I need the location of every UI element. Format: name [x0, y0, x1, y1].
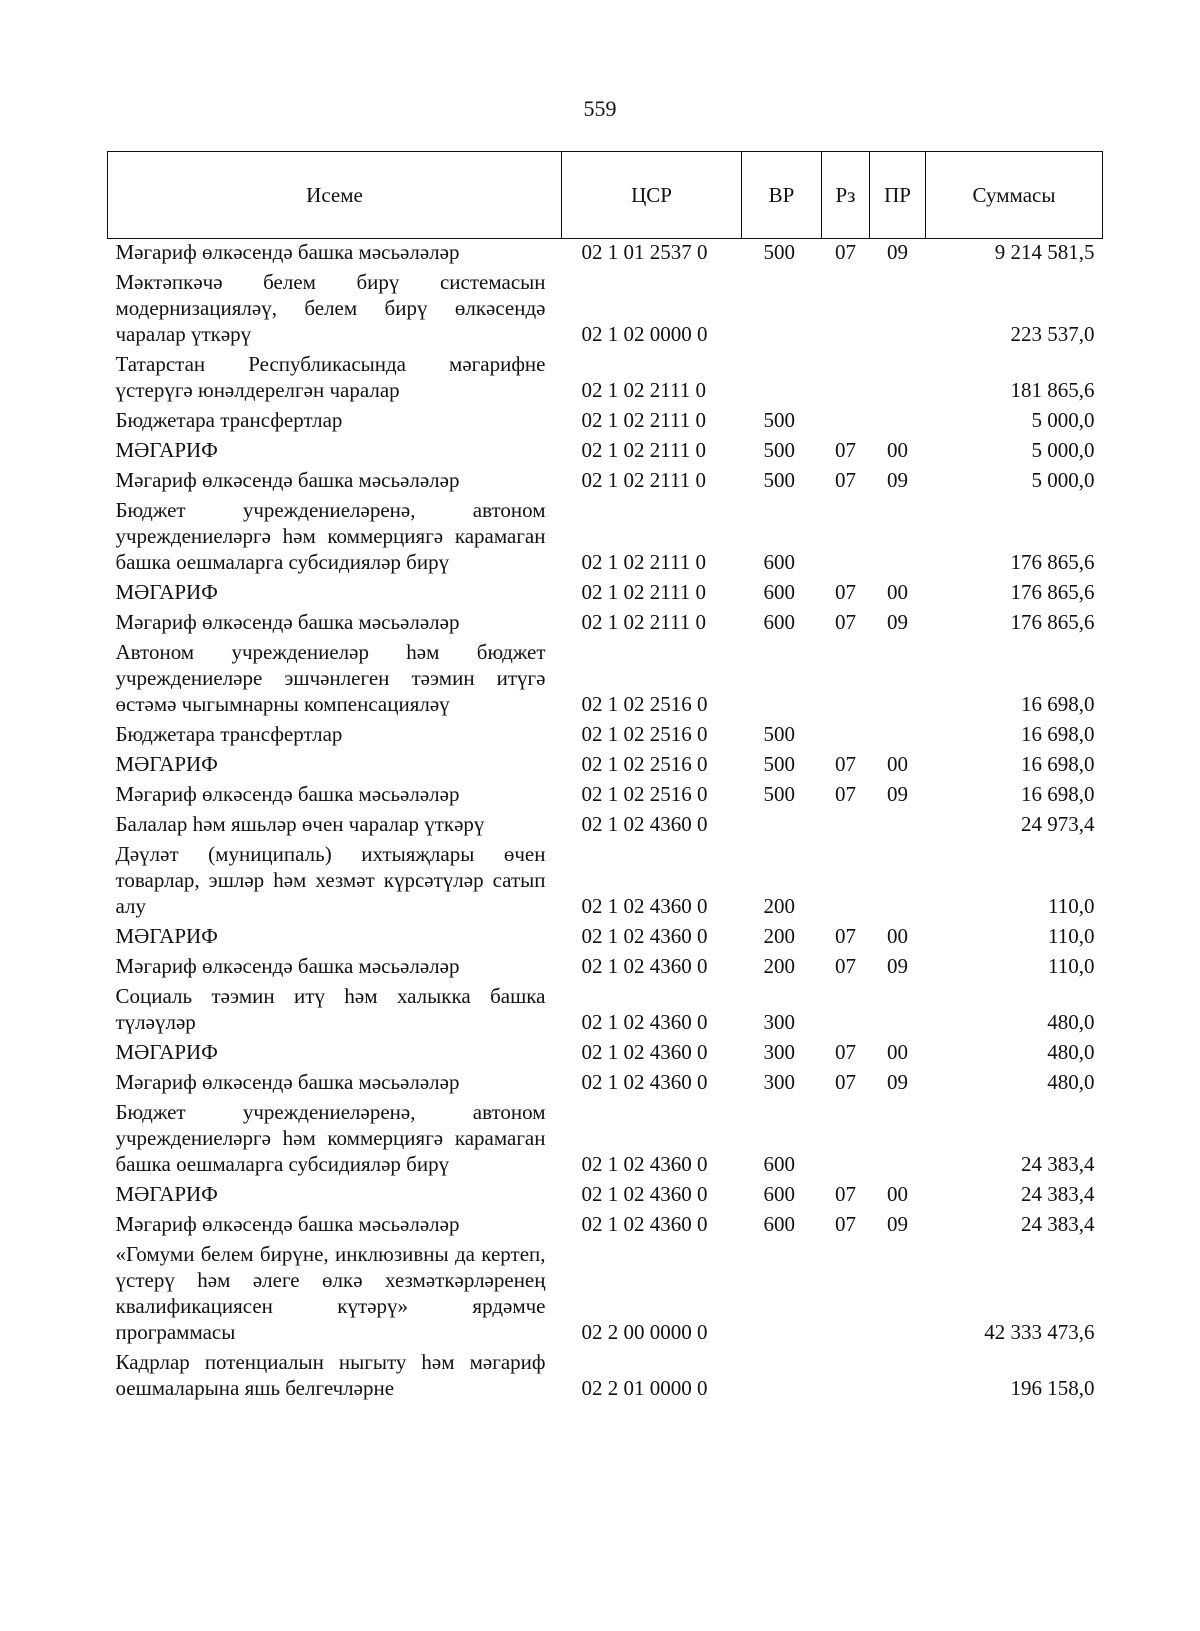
table-row	[108, 1069, 1103, 1099]
row-rz-code	[822, 407, 870, 437]
table-row	[108, 953, 1103, 983]
row-rz-code: 07	[835, 1182, 856, 1206]
row-pr-code: 09	[887, 954, 908, 978]
row-csr-code: 02 1 02 4360 0	[581, 1152, 708, 1176]
row-csr-code: 02 1 02 4360 0	[581, 1010, 708, 1034]
row-amount: 480,0	[1047, 1010, 1095, 1034]
row-amount: 181 865,6	[1010, 378, 1095, 402]
table-row	[108, 1349, 1103, 1405]
table-row	[108, 1039, 1103, 1069]
row-rz-code: 07	[835, 580, 856, 604]
row-pr-code: 09	[887, 782, 908, 806]
row-vr-code: 500	[763, 408, 795, 432]
row-csr-code: 02 1 02 0000 0	[581, 322, 708, 346]
row-csr-code: 02 1 02 4360 0	[581, 812, 708, 836]
row-vr-code: 600	[763, 1212, 795, 1236]
row-rz-code	[822, 351, 870, 407]
row-pr-code	[870, 497, 926, 579]
row-pr-code	[870, 811, 926, 841]
row-vr-code	[742, 1349, 822, 1405]
table-row	[108, 811, 1103, 841]
row-csr-code: 02 2 00 0000 0	[581, 1320, 708, 1344]
table-body	[108, 239, 1103, 1406]
row-pr-code	[870, 407, 926, 437]
row-name: Кадрлар потенциалын ныгыту һәм мәгариф оешмаларына яшь белгечләрне	[115, 1350, 546, 1400]
row-rz-code	[822, 721, 870, 751]
row-amount: 5 000,0	[1031, 468, 1095, 492]
row-csr-code: 02 1 02 2516 0	[581, 752, 708, 776]
row-name: Социаль тәэмин итү һәм халыкка башка түләүләр	[115, 984, 546, 1034]
table-row	[108, 751, 1103, 781]
row-csr-code: 02 1 02 4360 0	[581, 954, 708, 978]
table-row	[108, 269, 1103, 351]
table-row	[108, 437, 1103, 467]
row-vr-code: 200	[763, 954, 795, 978]
table-row	[108, 407, 1103, 437]
header-rz: Рз	[822, 152, 870, 239]
row-csr-code: 02 1 02 2111 0	[581, 438, 706, 462]
page-number: 559	[583, 96, 617, 121]
row-amount: 24 383,4	[1021, 1182, 1095, 1206]
row-rz-code: 07	[835, 1070, 856, 1094]
row-csr-code: 02 1 02 2111 0	[581, 580, 706, 604]
row-rz-code	[822, 639, 870, 721]
row-csr-code: 02 1 02 4360 0	[581, 924, 708, 948]
row-vr-code: 600	[763, 580, 795, 604]
row-name: МӘГАРИФ	[115, 1182, 218, 1206]
row-csr-code: 02 1 02 2111 0	[581, 468, 706, 492]
row-amount: 42 333 473,6	[984, 1320, 1095, 1344]
header-name: Исеме	[108, 152, 562, 239]
row-vr-code: 500	[763, 438, 795, 462]
row-name: Мәгариф өлкәсендә башка мәсьәләләр	[115, 1070, 460, 1094]
row-amount: 110,0	[1048, 954, 1095, 978]
row-pr-code	[870, 983, 926, 1039]
row-csr-code: 02 1 02 2111 0	[581, 378, 706, 402]
row-name: МӘГАРИФ	[115, 924, 218, 948]
row-vr-code: 300	[763, 1010, 795, 1034]
row-vr-code: 600	[763, 1152, 795, 1176]
row-vr-code	[742, 269, 822, 351]
row-vr-code: 600	[763, 1182, 795, 1206]
row-csr-code: 02 1 02 2111 0	[581, 550, 706, 574]
row-vr-code: 600	[763, 610, 795, 634]
header-sum: Суммасы	[926, 152, 1103, 239]
table-row	[108, 721, 1103, 751]
row-pr-code	[870, 721, 926, 751]
row-vr-code	[742, 351, 822, 407]
row-csr-code: 02 1 02 2516 0	[581, 722, 708, 746]
row-amount: 16 698,0	[1021, 752, 1095, 776]
row-rz-code: 07	[835, 468, 856, 492]
row-rz-code: 07	[835, 954, 856, 978]
table-row	[108, 781, 1103, 811]
row-rz-code: 07	[835, 752, 856, 776]
table-row	[108, 639, 1103, 721]
table-row	[108, 579, 1103, 609]
row-name: Балалар һәм яшьләр өчен чаралар үткәрү	[115, 812, 485, 836]
row-vr-code: 500	[763, 722, 795, 746]
row-vr-code: 500	[763, 240, 795, 264]
row-rz-code: 07	[835, 1040, 856, 1064]
row-pr-code: 09	[887, 1212, 908, 1236]
row-amount: 16 698,0	[1021, 782, 1095, 806]
table-row	[108, 841, 1103, 923]
row-csr-code: 02 1 02 4360 0	[581, 1040, 708, 1064]
row-rz-code: 07	[835, 924, 856, 948]
row-pr-code: 00	[887, 580, 908, 604]
row-name: МӘГАРИФ	[115, 1040, 218, 1064]
row-name: Бюджет учреждениеләренә, автоном учреждениеләргә һәм коммерциягә карамаган башка оешмаларга субсидияләр бирү	[115, 1100, 546, 1176]
row-amount: 24 973,4	[1021, 812, 1095, 836]
row-pr-code: 00	[887, 1040, 908, 1064]
row-amount: 5 000,0	[1031, 408, 1095, 432]
row-name: Татарстан Республикасында мәгарифне үстерүгә юнәлдерелгән чаралар	[115, 352, 546, 402]
row-amount: 24 383,4	[1021, 1152, 1095, 1176]
row-amount: 223 537,0	[1010, 322, 1095, 346]
row-vr-code: 300	[763, 1040, 795, 1064]
row-pr-code	[870, 841, 926, 923]
row-rz-code: 07	[835, 438, 856, 462]
table-row	[108, 609, 1103, 639]
row-rz-code: 07	[835, 240, 856, 264]
row-amount: 16 698,0	[1021, 722, 1095, 746]
row-rz-code: 07	[835, 1212, 856, 1236]
row-pr-code	[870, 1099, 926, 1181]
row-name: Мәктәпкәчә белем бирү системасын модернизацияләү, белем бирү өлкәсендә чаралар үткәрү	[115, 270, 546, 346]
row-name: «Гомуми белем бирүне, инклюзивны да кертеп, үстерү һәм әлеге өлкә хезмәткәрләренең квалификациясен күтәрү» ярдәмче программасы	[115, 1242, 546, 1344]
row-name: Мәгариф өлкәсендә башка мәсьәләләр	[115, 954, 460, 978]
row-pr-code: 00	[887, 1182, 908, 1206]
table-row	[108, 1099, 1103, 1181]
row-csr-code: 02 1 02 4360 0	[581, 894, 708, 918]
row-vr-code: 300	[763, 1070, 795, 1094]
row-rz-code	[822, 1241, 870, 1349]
row-csr-code: 02 2 01 0000 0	[581, 1376, 708, 1400]
row-amount: 16 698,0	[1021, 692, 1095, 716]
row-csr-code: 02 1 02 2516 0	[581, 692, 708, 716]
row-amount: 176 865,6	[1010, 610, 1095, 634]
table-row	[108, 1241, 1103, 1349]
row-csr-code: 02 1 02 4360 0	[581, 1070, 708, 1094]
row-pr-code	[870, 1241, 926, 1349]
row-csr-code: 02 1 02 2111 0	[581, 610, 706, 634]
row-rz-code	[822, 841, 870, 923]
table-row	[108, 983, 1103, 1039]
row-rz-code	[822, 497, 870, 579]
row-vr-code: 500	[763, 468, 795, 492]
row-name: МӘГАРИФ	[115, 580, 218, 604]
row-vr-code: 600	[763, 550, 795, 574]
row-amount: 5 000,0	[1031, 438, 1095, 462]
row-pr-code	[870, 639, 926, 721]
row-vr-code: 200	[763, 894, 795, 918]
table-row	[108, 497, 1103, 579]
table-row	[108, 239, 1103, 270]
row-pr-code	[870, 1349, 926, 1405]
budget-table-container	[107, 151, 1102, 1405]
row-rz-code	[822, 1349, 870, 1405]
row-amount: 176 865,6	[1010, 580, 1095, 604]
row-vr-code	[742, 811, 822, 841]
table-row	[108, 467, 1103, 497]
row-rz-code: 07	[835, 610, 856, 634]
row-name: Автоном учреждениеләр һәм бюджет учреждениеләре эшчәнлеген тәэмин итүгә өстәмә чыгымнарны компенсацияләү	[115, 640, 546, 716]
row-csr-code: 02 1 02 4360 0	[581, 1212, 708, 1236]
row-pr-code: 00	[887, 924, 908, 948]
row-csr-code: 02 1 02 2516 0	[581, 782, 708, 806]
table-row	[108, 923, 1103, 953]
row-pr-code: 00	[887, 752, 908, 776]
row-pr-code: 09	[887, 610, 908, 634]
row-name: Бюджетара трансфертлар	[115, 722, 343, 746]
row-rz-code: 07	[835, 782, 856, 806]
row-csr-code: 02 1 02 4360 0	[581, 1182, 708, 1206]
row-amount: 24 383,4	[1021, 1212, 1095, 1236]
row-pr-code: 09	[887, 240, 908, 264]
row-rz-code	[822, 983, 870, 1039]
row-amount: 196 158,0	[1010, 1376, 1095, 1400]
table-header	[108, 152, 1103, 239]
header-csr: ЦСР	[562, 152, 742, 239]
row-name: Дәүләт (муниципаль) ихтыяҗлары өчен товарлар, эшләр һәм хезмәт күрсәтүләр сатып алу	[115, 842, 546, 918]
row-rz-code	[822, 269, 870, 351]
row-vr-code: 500	[763, 782, 795, 806]
row-vr-code: 500	[763, 752, 795, 776]
row-name: МӘГАРИФ	[115, 752, 218, 776]
row-amount: 110,0	[1048, 924, 1095, 948]
row-amount: 480,0	[1047, 1070, 1095, 1094]
table-row	[108, 1211, 1103, 1241]
row-pr-code: 09	[887, 1070, 908, 1094]
row-name: Мәгариф өлкәсендә башка мәсьәләләр	[115, 468, 460, 492]
row-vr-code	[742, 639, 822, 721]
row-name: Мәгариф өлкәсендә башка мәсьәләләр	[115, 1212, 460, 1236]
row-name: Мәгариф өлкәсендә башка мәсьәләләр	[115, 610, 460, 634]
row-vr-code: 200	[763, 924, 795, 948]
row-csr-code: 02 1 02 2111 0	[581, 408, 706, 432]
row-amount: 110,0	[1048, 894, 1095, 918]
header-pr: ПР	[870, 152, 926, 239]
row-pr-code: 09	[887, 468, 908, 492]
header-vr: ВР	[742, 152, 822, 239]
row-name: Мәгариф өлкәсендә башка мәсьәләләр	[115, 240, 460, 264]
row-name: МӘГАРИФ	[115, 438, 218, 462]
row-name: Мәгариф өлкәсендә башка мәсьәләләр	[115, 782, 460, 806]
header-row	[108, 152, 1103, 239]
row-pr-code	[870, 269, 926, 351]
row-amount: 480,0	[1047, 1040, 1095, 1064]
row-pr-code: 00	[887, 438, 908, 462]
row-rz-code	[822, 811, 870, 841]
row-name: Бюджет учреждениеләренә, автоном учреждениеләргә һәм коммерциягә карамаган башка оешмаларга субсидияләр бирү	[115, 498, 546, 574]
table-row	[108, 351, 1103, 407]
row-name: Бюджетара трансфертлар	[115, 408, 343, 432]
row-pr-code	[870, 351, 926, 407]
budget-table	[107, 151, 1103, 1405]
row-vr-code	[742, 1241, 822, 1349]
row-amount: 176 865,6	[1010, 550, 1095, 574]
row-amount: 9 214 581,5	[994, 240, 1095, 264]
row-csr-code: 02 1 01 2537 0	[581, 240, 708, 264]
table-row	[108, 1181, 1103, 1211]
row-rz-code	[822, 1099, 870, 1181]
